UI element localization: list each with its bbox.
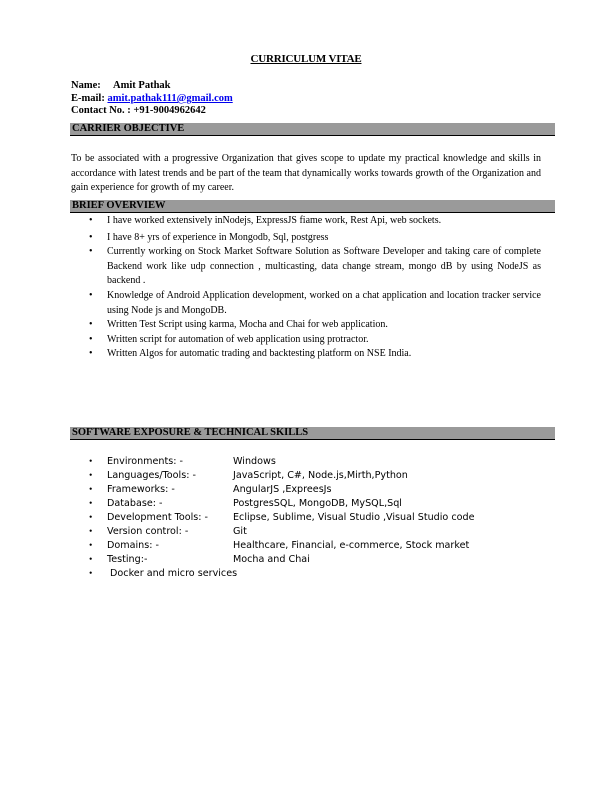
document-title: CURRICULUM VITAE <box>250 53 362 65</box>
skill-item: • Testing:- Mocha and Chai <box>89 554 310 565</box>
skills-list <box>71 455 541 581</box>
email-link[interactable]: amit.pathak111@gmail.com <box>107 93 233 104</box>
bullet-icon: • <box>89 512 93 523</box>
list-item: • Knowledge of Android Application development, worked on a chat application and location tracker service using Node js and MongoDB. <box>89 289 541 316</box>
name-value: Amit Pathak <box>113 80 171 91</box>
bullet-icon: • <box>89 540 93 551</box>
email-label: E-mail: <box>71 93 105 104</box>
list-item: • I have worked extensively inNodejs, ExpressJS fiame work, Rest Api, web sockets. <box>71 214 541 229</box>
phone-line <box>71 105 206 117</box>
bullet-icon: • <box>89 456 93 467</box>
name-label: Name: <box>71 80 101 91</box>
bullet-icon: • <box>89 319 93 331</box>
list-item: • Written Algos for automatic trading and backtesting platform on NSE India. <box>71 347 541 362</box>
email-line <box>71 93 233 105</box>
bullet-icon: • <box>89 484 93 495</box>
phone-label: Contact No. : <box>71 105 131 116</box>
bullet-icon: • <box>89 333 93 345</box>
skill-item: • Frameworks: - AngularJS ,ExpreesJs <box>89 484 332 495</box>
skill-item: • Version control: - Git <box>89 526 247 537</box>
bullet-icon: • <box>89 348 93 360</box>
bullet-icon: • <box>89 215 93 226</box>
bullet-icon: • <box>89 498 93 509</box>
skill-item: • Domains: - Healthcare, Financial, e-commerce, Stock market <box>89 540 470 551</box>
section-header-overview: BRIEF OVERVIEW <box>70 200 555 213</box>
bullet-icon: • <box>89 246 93 258</box>
skill-item: • Development Tools: - Eclipse, Sublime, Visual Studio ,Visual Studio code <box>89 512 475 523</box>
section-header-skills: SOFTWARE EXPOSURE & TECHNICAL SKILLS <box>70 427 555 440</box>
bullet-icon: • <box>89 568 93 579</box>
bullet-icon: • <box>89 526 93 537</box>
bullet-icon: • <box>89 470 93 481</box>
bullet-icon: • <box>89 289 93 301</box>
list-item: • Written Test Script using karma, Mocha and Chai for web application. <box>71 318 541 333</box>
section-header-objective: CARRIER OBJECTIVE <box>70 123 555 136</box>
skill-item: • Database: - PostgresSQL, MongoDB, MySQL,Sql <box>89 498 402 509</box>
name-line <box>71 80 171 92</box>
bullet-icon: • <box>89 554 93 565</box>
phone-value: +91-9004962642 <box>133 105 206 116</box>
list-item: • I have 8+ yrs of experience in Mongodb, Sql, postgress <box>71 231 541 246</box>
objective-text: To be associated with a progressive Organization that gives scope to update my practical knowledge and skills in accordance with latest trends and be part of the team that dynamically works towards growth of the Organization and gain experience for growth of my career. <box>71 153 541 194</box>
overview-list <box>71 214 541 362</box>
skill-item: • Docker and micro services <box>89 568 238 579</box>
list-item: • Written script for automation of web application using protractor. <box>71 333 541 348</box>
list-item: • Currently working on Stock Market Software Solution as Software Developer and taking care of complete Backend work like udp connection , multicasting, data change stream, mongo dB by using NodeJS as backend . <box>89 246 541 287</box>
skill-item: • Languages/Tools: - JavaScript, C#, Node.js,Mirth,Python <box>89 470 408 481</box>
bullet-icon: • <box>89 231 93 243</box>
skill-item: • Environments: - Windows <box>89 456 276 467</box>
